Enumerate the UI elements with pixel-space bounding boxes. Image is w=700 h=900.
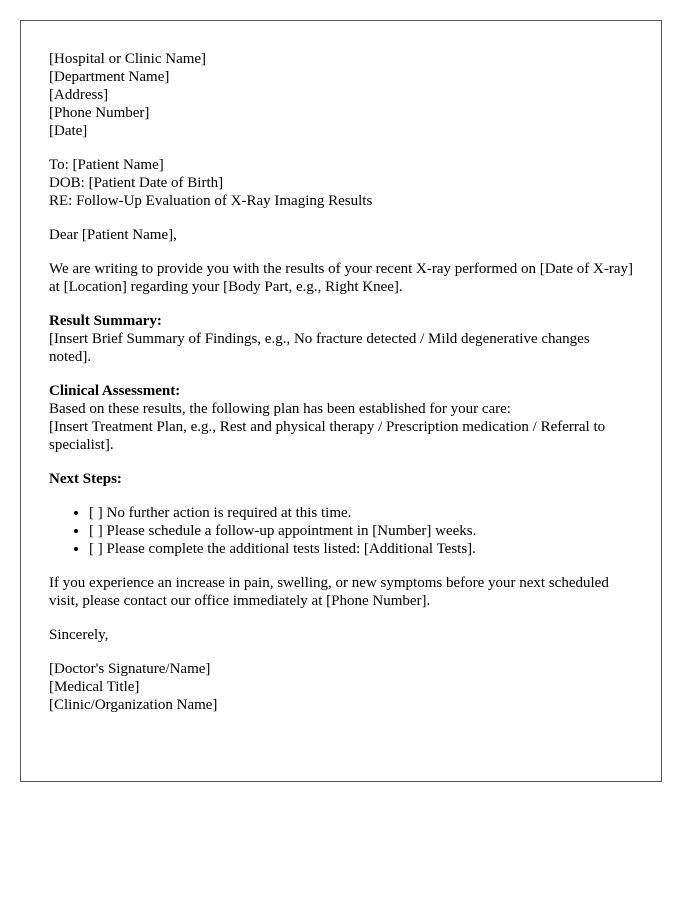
list-item: • [ ] Please complete the additional tests listed: [Additional Tests]. — [89, 540, 633, 558]
doctor-name: [Doctor's Signature/Name] — [49, 661, 211, 677]
subject-line: RE: Follow-Up Evaluation of X-Ray Imaging Results — [49, 193, 373, 209]
sender-address: [Address] — [49, 87, 109, 103]
list-item: • [ ] Please schedule a follow-up appointment in [Number] weeks. — [89, 522, 633, 540]
sender-phone: [Phone Number] — [49, 105, 150, 121]
list-item: • [ ] No further action is required at this time. — [89, 504, 633, 522]
letter-page — [20, 20, 662, 782]
sender-block — [49, 50, 633, 140]
result-summary-text: [Insert Brief Summary of Findings, e.g., No fracture detected / Mild degenerative changes noted]. — [49, 331, 590, 365]
next-steps-heading-text: Next Steps: — [49, 471, 122, 487]
letter-date: [Date] — [49, 123, 88, 139]
intro-paragraph: We are writing to provide you with the results of your recent X-ray performed on [Date of X-ray] at [Location] regarding your [Body Part, e.g., Right Knee]. — [49, 261, 634, 295]
recipient-block — [49, 156, 633, 210]
next-steps-heading — [49, 470, 633, 488]
treatment-plan-text: [Insert Treatment Plan, e.g., Rest and physical therapy / Prescription medication / Referral to specialist]. — [49, 419, 606, 453]
next-steps-list — [49, 504, 633, 558]
department-name: [Department Name] — [49, 69, 170, 85]
result-summary-heading: Result Summary: — [49, 313, 162, 329]
signature-block — [49, 660, 633, 714]
organization-name: [Clinic/Organization Name] — [49, 697, 218, 713]
clinical-assessment-section — [49, 382, 633, 454]
clinical-assessment-heading: Clinical Assessment: — [49, 383, 181, 399]
result-summary-section — [49, 312, 633, 366]
closing-paragraph: If you experience an increase in pain, swelling, or new symptoms before your next scheduled visit, please contact our office immediately at [Phone Number]. — [49, 575, 609, 609]
recipient-dob: DOB: [Patient Date of Birth] — [49, 175, 224, 191]
hospital-name: [Hospital or Clinic Name] — [49, 51, 207, 67]
salutation: Dear [Patient Name], — [49, 227, 177, 243]
signoff: Sincerely, — [49, 627, 109, 643]
clinical-assessment-intro: Based on these results, the following plan has been established for your care: — [49, 401, 511, 417]
recipient-name: To: [Patient Name] — [49, 157, 164, 173]
medical-title: [Medical Title] — [49, 679, 140, 695]
